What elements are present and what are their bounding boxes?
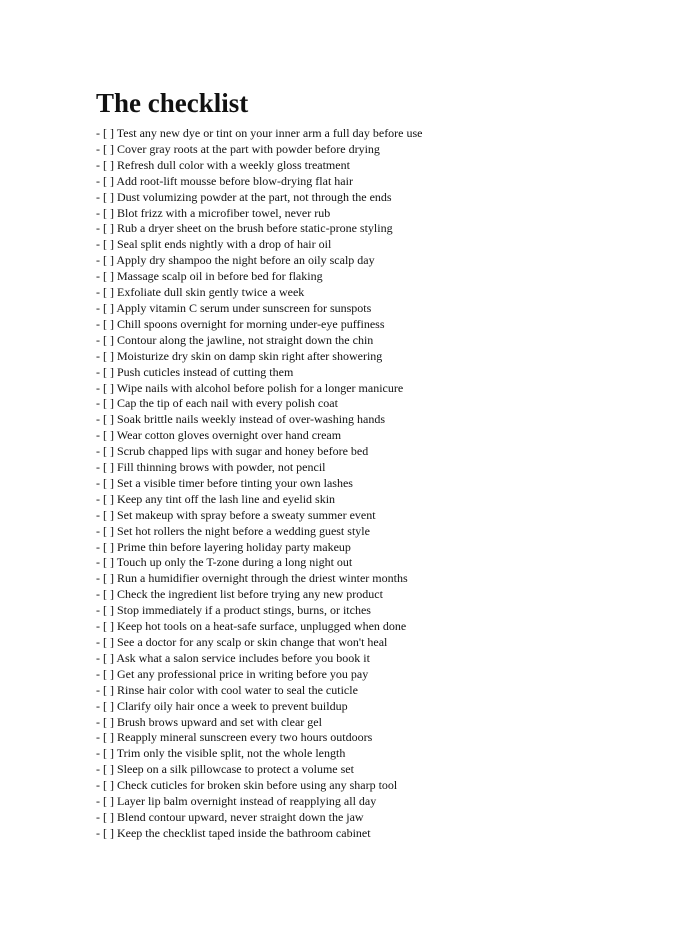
checklist-item: - [ ] Keep the checklist taped inside the bathroom cabinet (96, 825, 371, 840)
checklist-item: - [ ] Reapply mineral sunscreen every two hours outdoors (96, 730, 373, 745)
checklist-item: - [ ] Wipe nails with alcohol before polish for a longer manicure (96, 380, 404, 395)
checklist-item: - [ ] Touch up only the T-zone during a long night out (96, 555, 353, 570)
checklist-item: - [ ] Clarify oily hair once a week to prevent buildup (96, 698, 348, 713)
checklist-item: - [ ] Massage scalp oil in before bed for flaking (96, 269, 323, 284)
checklist-item: - [ ] Fill thinning brows with powder, not pencil (96, 460, 326, 475)
checklist-item: - [ ] Dust volumizing powder at the part, not through the ends (96, 189, 392, 204)
checklist-item: - [ ] Cover gray roots at the part with powder before drying (96, 141, 380, 156)
checklist-item: - [ ] Seal split ends nightly with a drop of hair oil (96, 237, 332, 252)
checklist-item: - [ ] Get any professional price in writing before you pay (96, 666, 369, 681)
checklist-item: - [ ] Set makeup with spray before a sweaty summer event (96, 507, 376, 522)
checklist-item: - [ ] Scrub chapped lips with sugar and honey before bed (96, 444, 369, 459)
checklist-item: - [ ] Add root-lift mousse before blow-drying flat hair (96, 173, 353, 188)
checklist-item: - [ ] Trim only the visible split, not the whole length (96, 746, 346, 761)
checklist-item: - [ ] Test any new dye or tint on your inner arm a full day before use (96, 126, 423, 140)
checklist-item: - [ ] See a doctor for any scalp or skin change that won't heal (96, 635, 388, 649)
checklist-item: - [ ] Apply dry shampoo the night before an oily scalp day (96, 253, 375, 268)
checklist-item: - [ ] Chill spoons overnight for morning under-eye puffiness (96, 316, 385, 331)
checklist-item: - [ ] Keep hot tools on a heat-safe surface, unplugged when done (96, 619, 407, 634)
checklist-item: - [ ] Check cuticles for broken skin before using any sharp tool (96, 778, 398, 793)
checklist (96, 126, 676, 842)
checklist-item: - [ ] Wear cotton gloves overnight over hand cream (96, 428, 342, 443)
checklist-item: - [ ] Exfoliate dull skin gently twice a week (96, 285, 305, 300)
checklist-item: - [ ] Rub a dryer sheet on the brush before static-prone styling (96, 221, 393, 236)
checklist-item: - [ ] Check the ingredient list before trying any new product (96, 587, 383, 602)
checklist-item: - [ ] Apply vitamin C serum under sunscreen for sunspots (96, 300, 372, 315)
checklist-item: - [ ] Push cuticles instead of cutting them (96, 364, 294, 379)
checklist-item: - [ ] Refresh dull color with a weekly gloss treatment (96, 157, 350, 172)
checklist-item: - [ ] Ask what a salon service includes before you book it (96, 650, 370, 665)
checklist-item: - [ ] Set a visible timer before tinting your own lashes (96, 475, 353, 490)
checklist-item: - [ ] Soak brittle nails weekly instead of over-washing hands (96, 412, 386, 427)
checklist-item: - [ ] Cap the tip of each nail with every polish coat (96, 396, 338, 411)
checklist-item: - [ ] Moisturize dry skin on damp skin right after showering (96, 348, 383, 363)
checklist-item: - [ ] Blend contour upward, never straight down the jaw (96, 809, 364, 824)
checklist-item: - [ ] Keep any tint off the lash line and eyelid skin (96, 491, 336, 506)
checklist-item: - [ ] Rinse hair color with cool water to seal the cuticle (96, 682, 358, 697)
checklist-item: - [ ] Contour along the jawline, not straight down the chin (96, 332, 374, 347)
checklist-item: - [ ] Brush brows upward and set with clear gel (96, 714, 322, 729)
checklist-item: - [ ] Layer lip balm overnight instead of reapplying all day (96, 794, 377, 809)
checklist-item: - [ ] Set hot rollers the night before a wedding guest style (96, 523, 370, 538)
checklist-item: - [ ] Stop immediately if a product stings, burns, or itches (96, 603, 371, 618)
checklist-item: - [ ] Prime thin before layering holiday party makeup (96, 539, 351, 554)
checklist-item: - [ ] Sleep on a silk pillowcase to protect a volume set (96, 762, 354, 777)
document-page (96, 86, 676, 842)
checklist-item: - [ ] Blot frizz with a microfiber towel, never rub (96, 205, 331, 220)
checklist-item: - [ ] Run a humidifier overnight through the driest winter months (96, 571, 408, 586)
page-title: The checklist (96, 88, 249, 118)
